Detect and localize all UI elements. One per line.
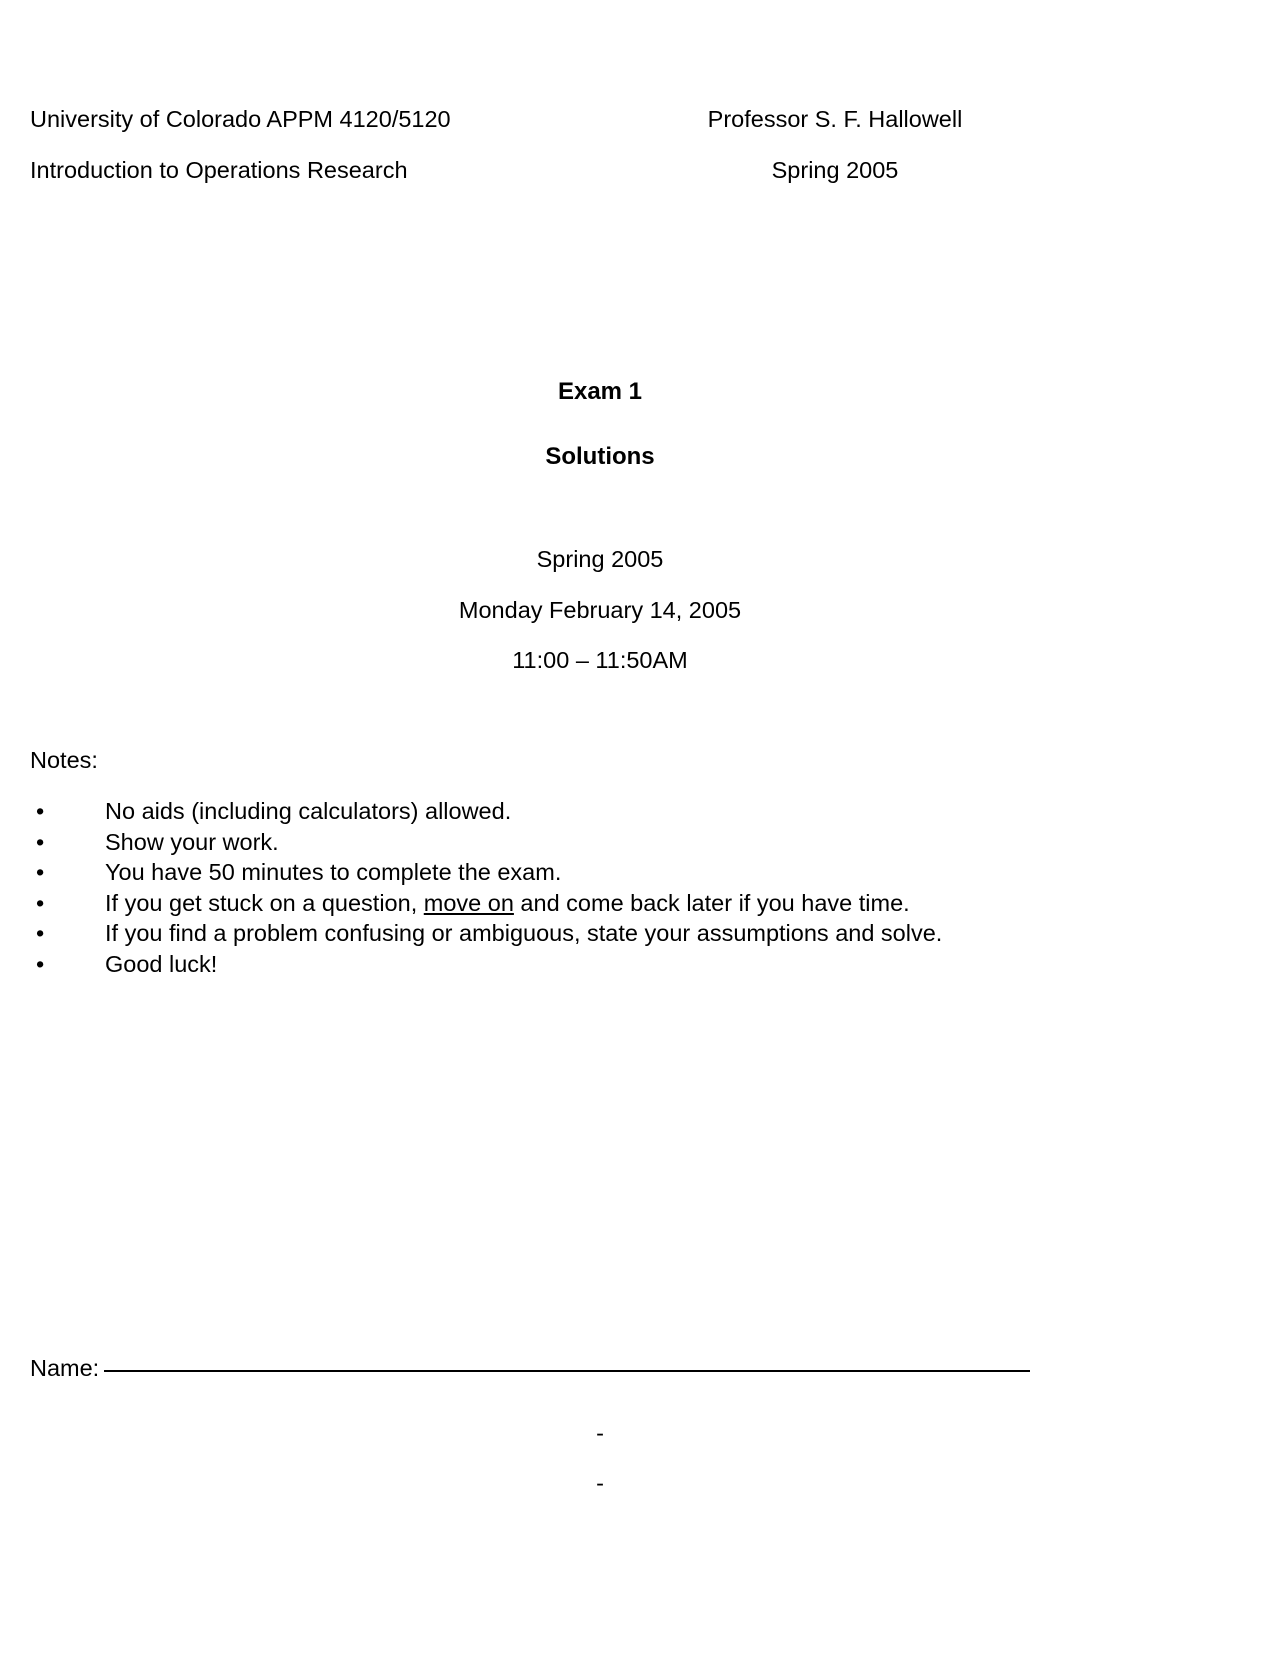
- exam-date-block: [0, 548, 1200, 673]
- list-item-label: If you get stuck on a question, move on and come back later if you have time.: [105, 889, 910, 916]
- list-item: [30, 950, 1180, 984]
- document-header: [30, 108, 1210, 210]
- footer-mark-bottom: -: [596, 1470, 604, 1496]
- term-line: Spring 2005: [771, 157, 899, 183]
- header-row-1: [30, 108, 1210, 159]
- notes-list: [30, 800, 1180, 984]
- exam-date: Monday February 14, 2005: [458, 596, 742, 623]
- exam-time: 11:00 – 11:50AM: [512, 647, 688, 673]
- list-item: [30, 922, 1180, 953]
- notes-heading: Notes:: [30, 747, 98, 773]
- bullet-icon: •: [36, 798, 45, 824]
- exam-term: Spring 2005: [536, 546, 664, 572]
- title-block: [0, 380, 1200, 469]
- list-item: [30, 889, 1180, 923]
- list-item: [30, 800, 1180, 831]
- page-title: Exam 1: [557, 378, 643, 405]
- bullet-icon: •: [36, 950, 45, 977]
- list-item-label: Show your work.: [105, 828, 279, 855]
- page-subtitle: Solutions: [545, 443, 655, 470]
- footer-mark-top: -: [596, 1420, 604, 1446]
- list-item-label: Good luck!: [105, 950, 218, 977]
- course-institution-line: University of Colorado APPM 4120/5120: [30, 106, 451, 132]
- bullet-icon: •: [36, 859, 45, 886]
- bullet-icon: •: [36, 920, 45, 947]
- list-item: [30, 828, 1180, 862]
- header-row-2: [30, 159, 1210, 210]
- list-item-label: If you find a problem confusing or ambiguous, state your assumptions and solve.: [105, 920, 943, 947]
- name-field-row: [30, 1357, 1030, 1381]
- name-input-rule[interactable]: [104, 1370, 1030, 1372]
- list-item: [30, 861, 1180, 892]
- name-label: Name:: [30, 1355, 100, 1381]
- list-item-label: You have 50 minutes to complete the exam.: [105, 859, 562, 886]
- bullet-icon: •: [36, 889, 45, 916]
- instructor-line: Professor S. F. Hallowell: [707, 106, 963, 132]
- bullet-icon: •: [36, 828, 45, 855]
- course-title-line: Introduction to Operations Research: [30, 157, 408, 183]
- list-item-label: No aids (including calculators) allowed.: [105, 798, 512, 824]
